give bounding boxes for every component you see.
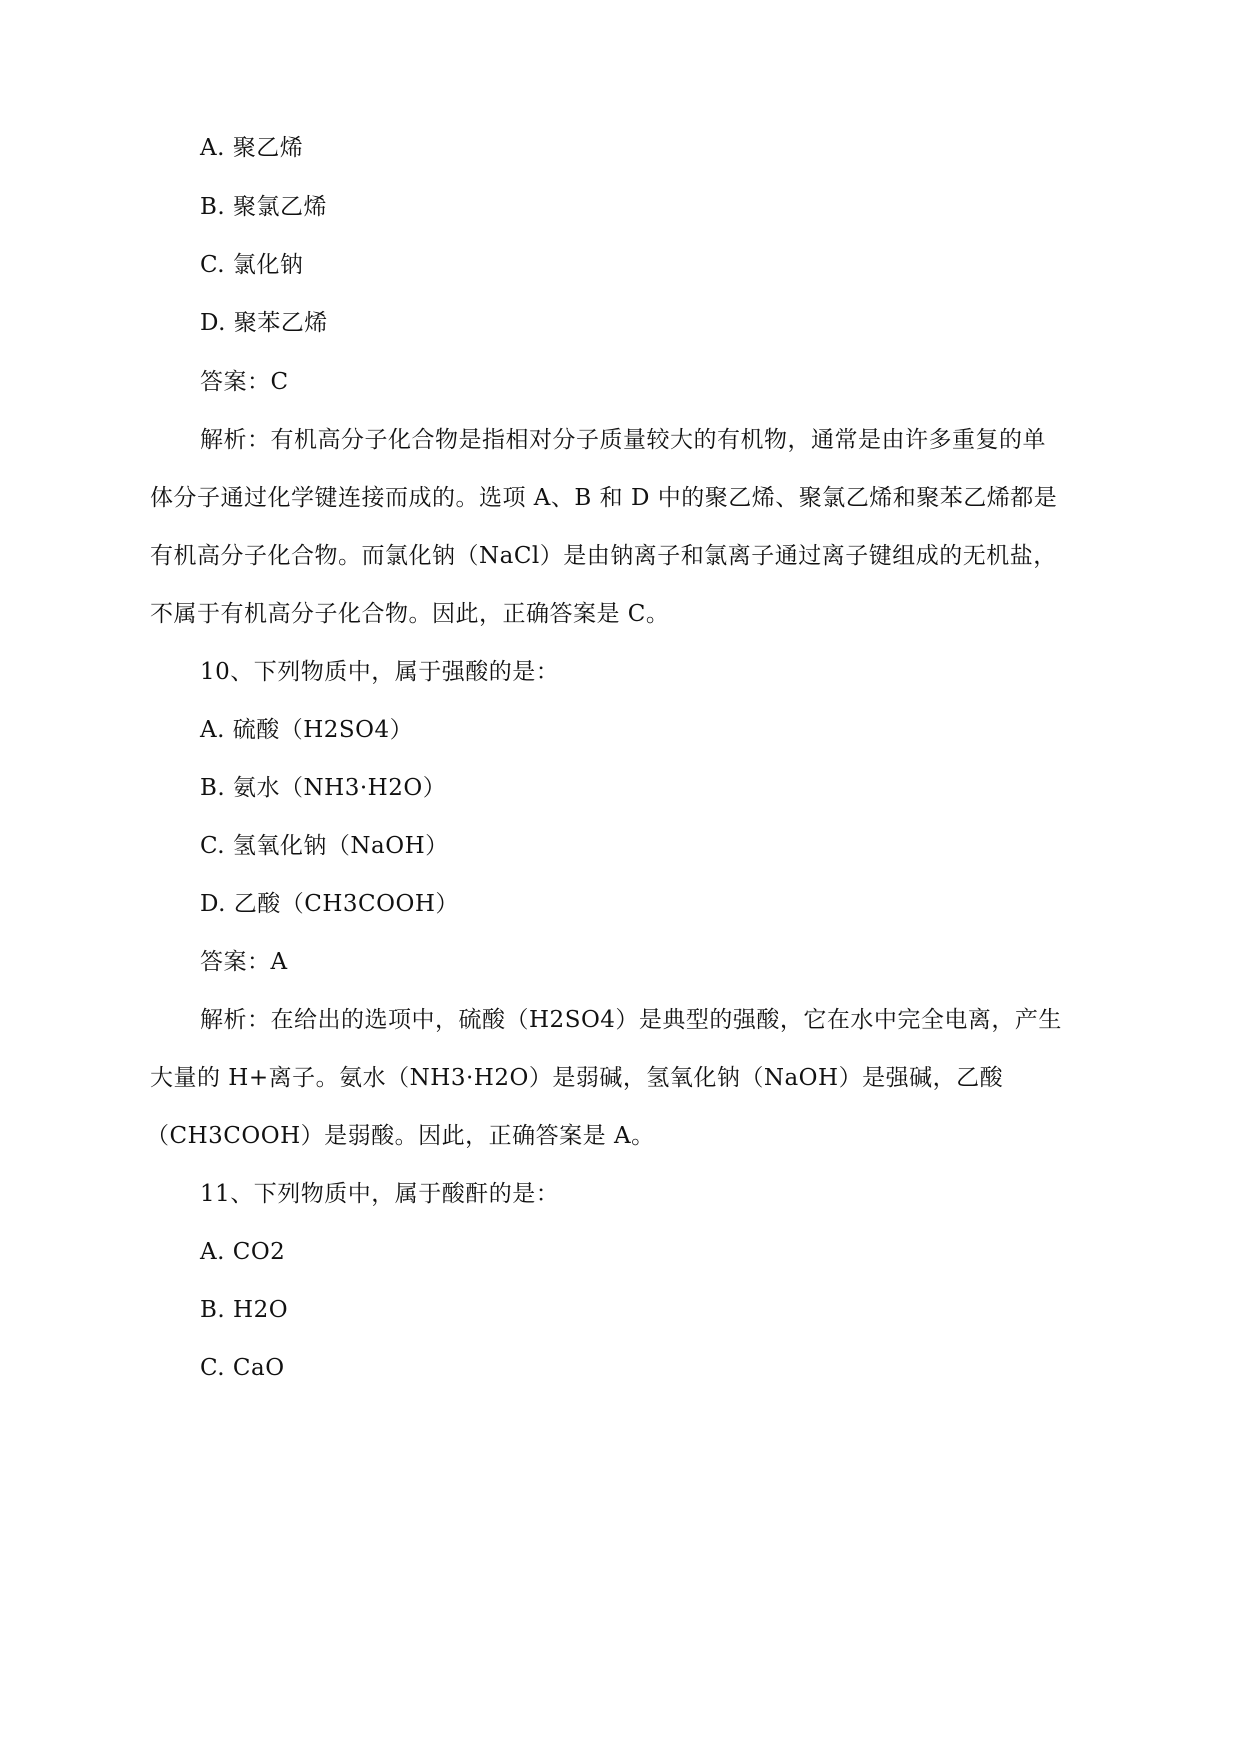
q10-option-c: C. 氢氧化钠（NaOH）: [200, 833, 449, 859]
q11-option-b: B. H2O: [200, 1297, 289, 1323]
q11-question: 11、下列物质中，属于酸酐的是：: [200, 1181, 560, 1207]
q10-option-d: D. 乙酸（CH3COOH）: [200, 891, 459, 917]
q10-analysis-line-1: 解析：在给出的选项中，硫酸（H2SO4）是典型的强酸，它在水中完全电离，产生: [200, 1007, 1062, 1033]
q9-answer: 答案：C: [200, 369, 289, 395]
q11-option-c: C. CaO: [200, 1355, 285, 1381]
q10-answer: 答案：A: [200, 949, 288, 975]
q9-option-a: A. 聚乙烯: [200, 135, 304, 161]
q9-option-c: C. 氯化钠: [200, 252, 304, 278]
q10-option-b: B. 氨水（NH3·H2O）: [200, 775, 447, 801]
q11-option-a: A. CO2: [200, 1239, 286, 1265]
q10-analysis-line-2: 大量的 H+离子。氨水（NH3·H2O）是弱碱，氢氧化钠（NaOH）是强碱，乙酸: [150, 1065, 1004, 1091]
q10-option-a: A. 硫酸（H2SO4）: [200, 717, 414, 743]
q10-analysis-line-3: （CH3COOH）是弱酸。因此，正确答案是 A。: [146, 1123, 655, 1149]
q9-option-d: D. 聚苯乙烯: [200, 310, 328, 336]
q9-option-b: B. 聚氯乙烯: [200, 194, 328, 220]
q9-analysis-line-4: 不属于有机高分子化合物。因此，正确答案是 C。: [150, 601, 670, 627]
q9-analysis-line-3: 有机高分子化合物。而氯化钠（NaCl）是由钠离子和氯离子通过离子键组成的无机盐，: [150, 543, 1057, 569]
q9-analysis-line-1: 解析：有机高分子化合物是指相对分子质量较大的有机物，通常是由许多重复的单: [200, 427, 1046, 453]
q9-analysis-line-2: 体分子通过化学键连接而成的。选项 A、B 和 D 中的聚乙烯、聚氯乙烯和聚苯乙烯都是: [150, 485, 1058, 511]
q10-question: 10、下列物质中，属于强酸的是：: [200, 659, 560, 685]
